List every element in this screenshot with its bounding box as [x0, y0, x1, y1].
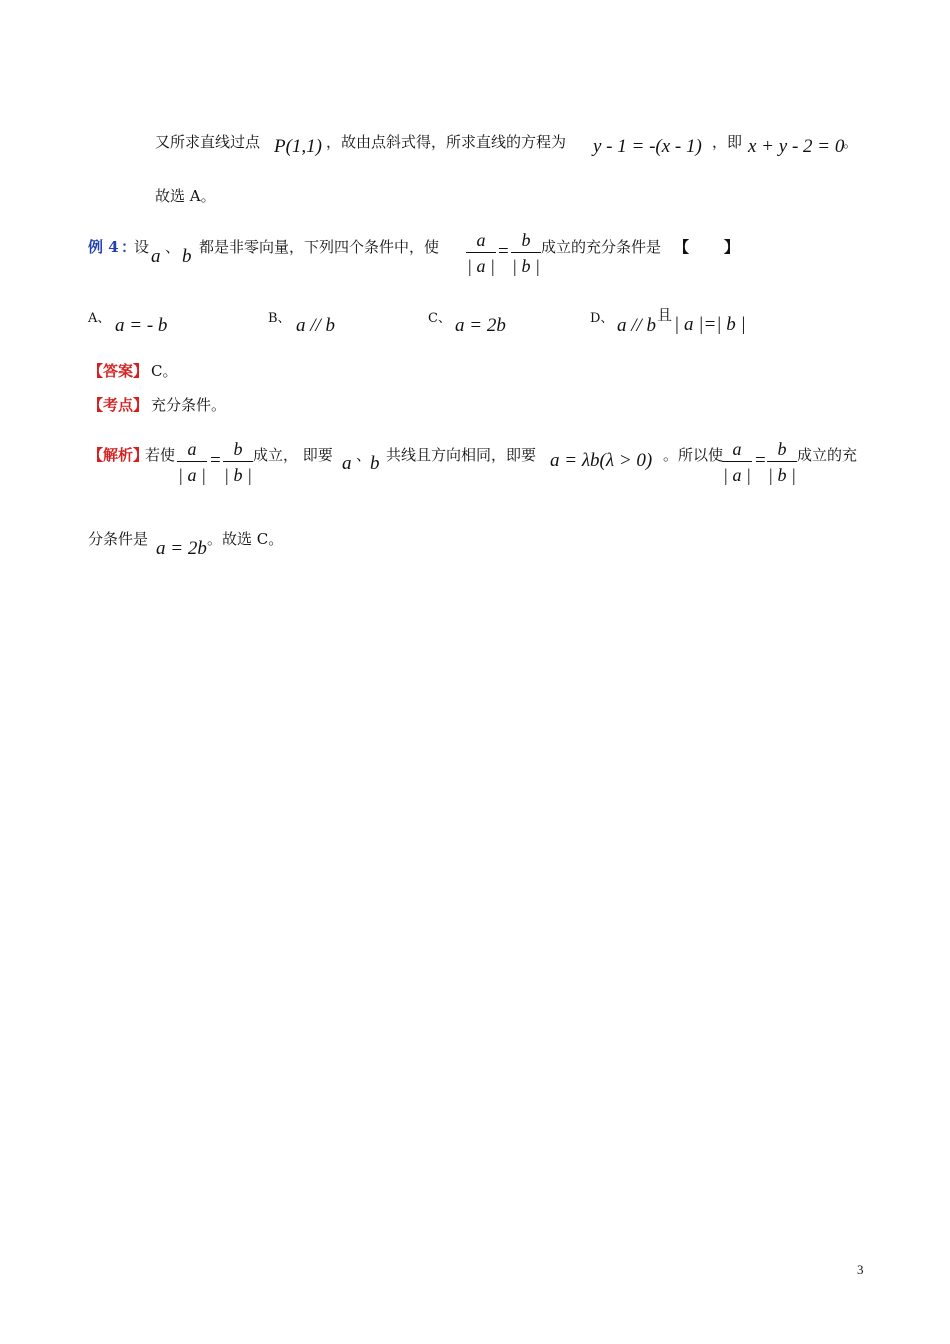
kaodian-label: 【考点】	[88, 396, 149, 414]
answer-text: C。	[151, 362, 178, 380]
text-choose-a: 故选 A。	[155, 187, 216, 205]
text-line1-b: ，故由点斜式得，所求直线的方程为	[326, 133, 567, 151]
option-a-letter: A、	[88, 311, 111, 326]
fraction-numerator: a	[732, 439, 742, 459]
page-number: 3	[857, 1262, 864, 1277]
option-c-math: a = 2b	[455, 315, 506, 336]
option-b-math: a // b	[296, 315, 336, 336]
example-text-a: 设	[134, 238, 150, 256]
fraction-denominator: | b |	[768, 465, 796, 485]
fraction-numerator: b	[521, 230, 531, 250]
option-b-letter: B、	[268, 311, 291, 326]
analysis-equals-1: =	[210, 450, 221, 471]
math-line-equation: y - 1 = -(x - 1)	[593, 136, 702, 157]
option-d-and: 且	[657, 306, 673, 324]
option-d-letter: D、	[590, 311, 614, 326]
analysis-fraction-d	[767, 438, 797, 486]
answer-label: 【答案】	[88, 362, 149, 380]
math-general-equation: x + y - 2 = 0	[748, 136, 845, 157]
option-a-math: a = - b	[115, 315, 168, 336]
analysis-sep: 、	[356, 446, 372, 464]
answer-bracket-close: 】	[724, 238, 740, 256]
fraction-numerator: b	[777, 439, 787, 459]
analysis-fraction-a	[177, 438, 207, 486]
fraction-denominator: | a |	[178, 465, 206, 485]
example-text-c: 成立的充分条件是	[541, 238, 662, 256]
option-d-math: a // b	[617, 315, 657, 336]
analysis-text-e: 成立的充	[797, 446, 858, 464]
example-fraction-a	[466, 229, 496, 277]
text-line1-d: 。	[843, 133, 859, 151]
analysis-label: 【解析】	[88, 446, 149, 464]
analysis-math-final: a = 2b	[156, 538, 207, 559]
example-equals: =	[498, 241, 509, 262]
example-text-b: 都是非零向量，下列四个条件中，使	[199, 238, 440, 256]
text-line1-c: ，即	[712, 133, 743, 151]
example-sep: 、	[165, 238, 181, 256]
analysis-equals-2: =	[755, 450, 766, 471]
fraction-denominator: | b |	[224, 465, 252, 485]
fraction-numerator: b	[233, 439, 243, 459]
fraction-denominator: | b |	[512, 256, 540, 276]
option-c-letter: C、	[428, 311, 451, 326]
analysis-text-c: 共线且方向相同，即要	[386, 446, 537, 464]
fraction-denominator: | a |	[723, 465, 751, 485]
analysis-text-f: 分条件是	[88, 530, 149, 548]
fraction-denominator: | a |	[467, 256, 495, 276]
example-colon: ：	[121, 238, 137, 256]
analysis-var-a: a	[342, 453, 352, 474]
answer-bracket-open: 【	[674, 238, 690, 256]
fraction-numerator: a	[476, 230, 486, 250]
analysis-text-a: 若使	[145, 446, 176, 464]
fraction-numerator: a	[187, 439, 197, 459]
analysis-math-lambda: a = λb(λ > 0)	[550, 450, 653, 471]
analysis-var-b: b	[370, 453, 380, 474]
example-var-b: b	[182, 246, 192, 267]
analysis-text-g: 。故选 C。	[207, 530, 284, 548]
analysis-text-d: 。所以使	[663, 446, 724, 464]
analysis-fraction-c	[722, 438, 752, 486]
example-var-a: a	[151, 246, 161, 267]
analysis-text-b: 成立， 即要	[253, 446, 333, 464]
text-line1-a: 又所求直线过点	[155, 133, 261, 151]
example-label: 例 4	[88, 238, 119, 256]
analysis-fraction-b	[223, 438, 253, 486]
math-point-p: P(1,1)	[274, 136, 323, 157]
example-fraction-b	[511, 229, 541, 277]
kaodian-text: 充分条件。	[151, 396, 227, 414]
option-d-math2: | a |=| b |	[674, 314, 746, 335]
